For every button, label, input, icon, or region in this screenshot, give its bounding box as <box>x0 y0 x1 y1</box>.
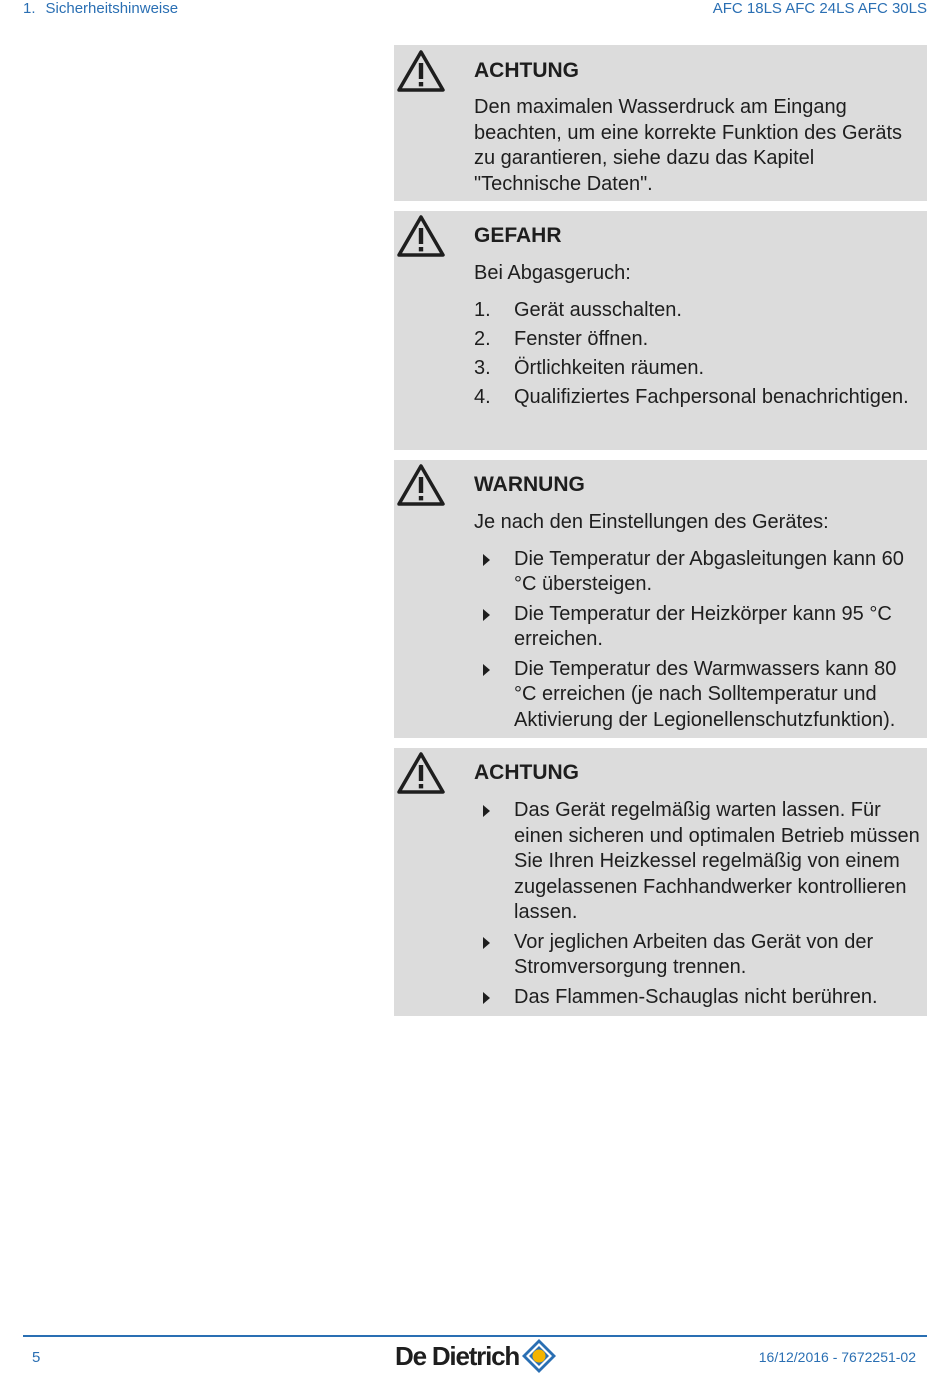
warning-triangle-icon <box>396 751 446 795</box>
warning-triangle-icon <box>396 463 446 507</box>
notice-achtung-maintenance <box>394 748 927 1016</box>
running-header-models: AFC 18LS AFC 24LS AFC 30LS <box>712 0 927 17</box>
list-item: Vor jeglichen Arbeiten das Gerät von der Stromversorgung trennen. <box>474 930 923 981</box>
page-number: 5 <box>32 1349 41 1366</box>
list-item: Das Flammen-Schauglas nicht berühren. <box>474 985 923 1011</box>
list-item: Die Temperatur der Heizkörper kann 95 °C erreichen. <box>474 602 923 653</box>
bullet-list <box>474 798 923 1010</box>
notice-title: ACHTUNG <box>474 59 579 82</box>
list-item: Das Gerät regelmäßig warten lassen. Für einen sicheren und optimalen Betrieb müssen Sie Ihren Heizkessel regelmäßig von einem zugelassenen Fachhandwerker kontrollieren lassen. <box>474 798 923 926</box>
notice-warnung-temperatures <box>394 460 927 738</box>
bullet-arrow-icon <box>483 937 490 949</box>
list-item: 3. Örtlichkeiten räumen. <box>474 356 705 379</box>
notice-intro: Je nach den Einstellungen des Gerätes: <box>474 511 829 533</box>
warning-triangle-icon <box>396 214 446 258</box>
bullet-arrow-icon <box>483 609 490 621</box>
list-item: Die Temperatur des Warmwassers kann 80 °C erreichen (je nach Solltemperatur und Aktivierung der Legionellenschutzfunktion). <box>474 657 923 734</box>
section-number: 1. <box>23 0 36 17</box>
bullet-arrow-icon <box>483 664 490 676</box>
notice-title: GEFAHR <box>474 224 562 247</box>
running-header-section <box>23 0 178 17</box>
section-title: Sicherheitshinweise <box>45 0 179 17</box>
notice-achtung-water-pressure <box>394 45 927 201</box>
notice-title: WARNUNG <box>474 473 585 496</box>
warning-triangle-icon <box>396 49 446 93</box>
list-item: 2. Fenster öffnen. <box>474 327 649 350</box>
notice-text: Den maximalen Wasserdruck am Eingang beachten, um eine korrekte Funktion des Geräts zu garantieren, siehe dazu das Kapitel "Technische Daten". <box>474 96 903 195</box>
bullet-arrow-icon <box>483 554 490 566</box>
brand-logo <box>395 1338 557 1374</box>
diamond-logo-icon <box>521 1338 557 1374</box>
footer-divider <box>23 1335 927 1337</box>
numbered-steps <box>474 298 923 411</box>
notice-gefahr-exhaust-smell <box>394 211 927 450</box>
bullet-arrow-icon <box>483 992 490 1004</box>
list-item: Die Temperatur der Abgasleitungen kann 60 °C übersteigen. <box>474 547 923 598</box>
list-item: 4. Qualifiziertes Fachpersonal benachrichtigen. <box>474 385 909 408</box>
bullet-arrow-icon <box>483 805 490 817</box>
list-item: 1. Gerät ausschalten. <box>474 298 682 321</box>
brand-name: De Dietrich <box>395 1341 520 1371</box>
notice-title: ACHTUNG <box>474 761 579 784</box>
notice-intro: Bei Abgasgeruch: <box>474 262 631 284</box>
document-reference: 16/12/2016 - 7672251-02 <box>758 1349 916 1365</box>
bullet-list <box>474 547 923 734</box>
